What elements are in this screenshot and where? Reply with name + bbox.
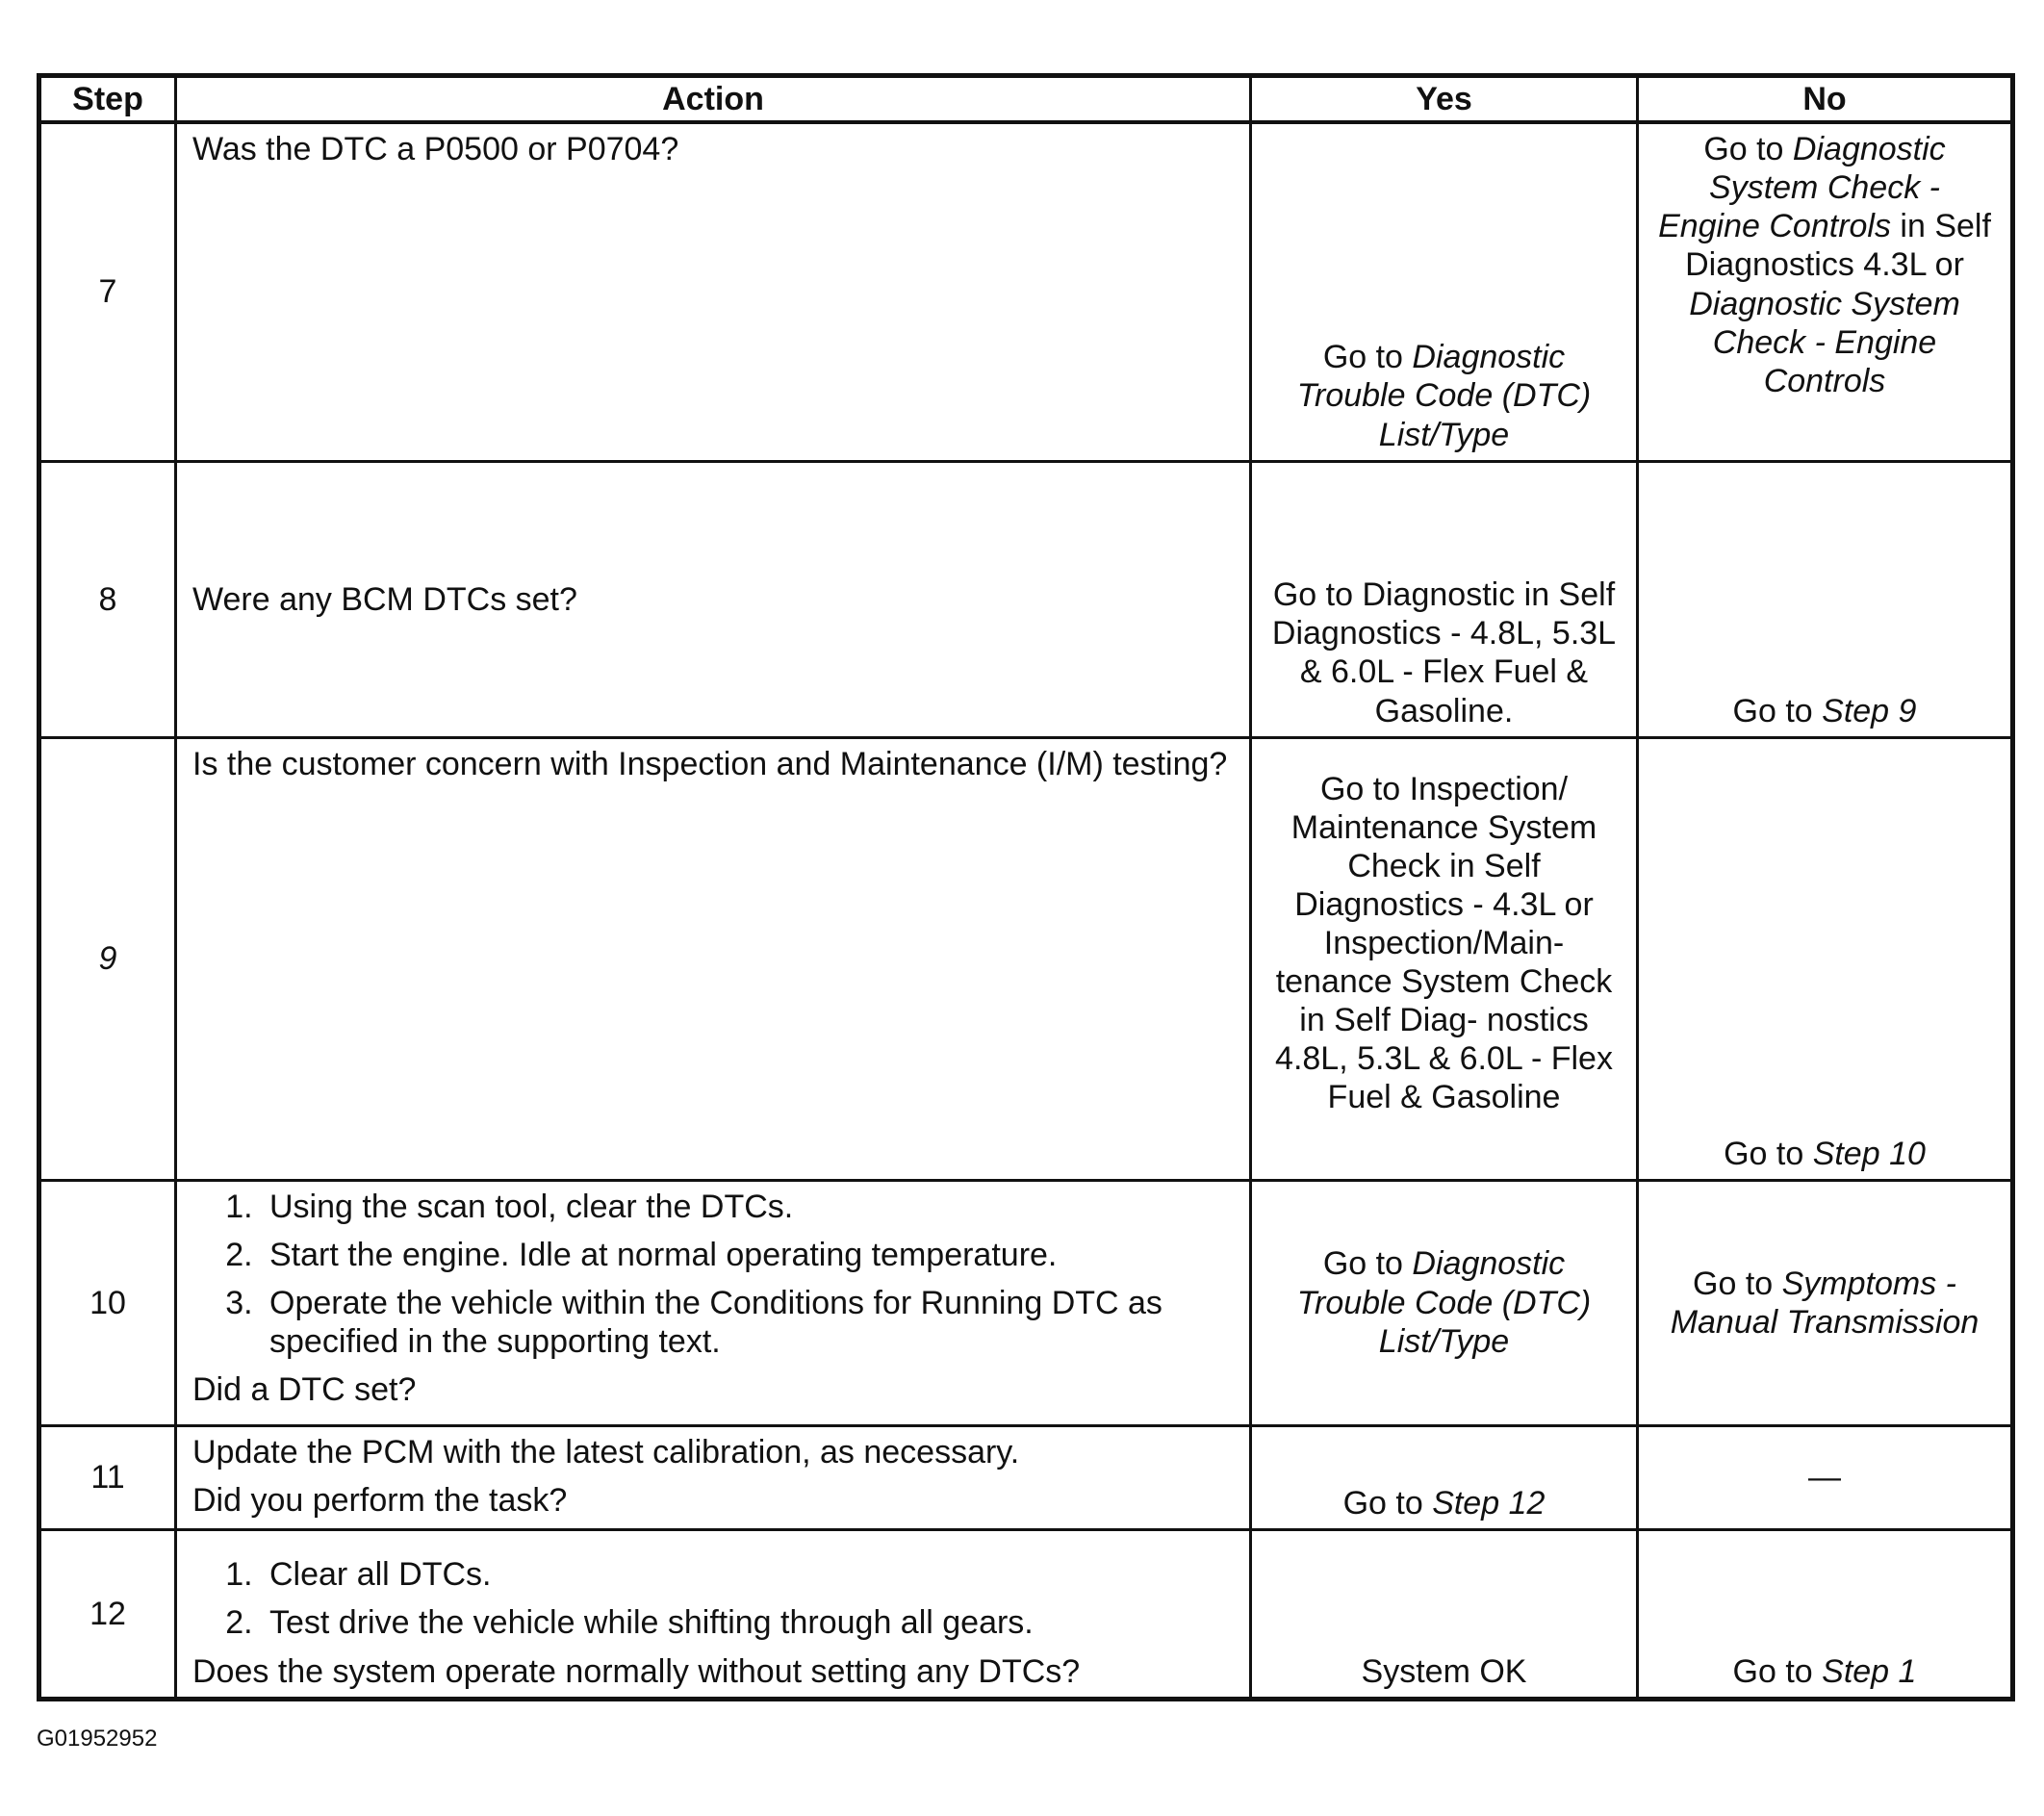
reference-link-text: Step 10: [1812, 1135, 1926, 1172]
cell-text: Go to Diagnostic in Self Diagnostics - 4.8L, 5.3L & 6.0L - Flex Fuel & Gasoline.: [1271, 576, 1617, 729]
cell-text: Go to: [1322, 1245, 1413, 1283]
table-row: [39, 122, 2013, 461]
table-row: [39, 737, 2013, 1180]
cell-text: Go to: [1724, 1135, 1813, 1172]
yes-cell: [1251, 461, 1638, 737]
cell-text: Go to: [1732, 1652, 1823, 1690]
yes-cell: [1251, 1425, 1638, 1529]
reference-link-text: Diagnostic Trouble Code (DTC) List/Type: [1296, 339, 1592, 453]
header-step: Step: [39, 76, 176, 123]
action-cell: Was the DTC a P0500 or P0704?: [176, 122, 1251, 461]
step-number: 10: [39, 1180, 176, 1425]
action-cell: [176, 1425, 1251, 1529]
step-number: 8: [39, 461, 176, 737]
cell-text: System OK: [1361, 1652, 1527, 1690]
no-cell: [1638, 122, 2013, 461]
no-cell: [1638, 1529, 2013, 1699]
no-cell: [1638, 737, 2013, 1180]
action-cell: [176, 1180, 1251, 1425]
cell-text: Go to: [1693, 1265, 1782, 1302]
cell-text: Go to: [1322, 339, 1413, 376]
reference-link-text: Symptoms - Manual Transmission: [1670, 1265, 1980, 1341]
cell-text: in Self Diagnostics 4.3L or: [1685, 208, 1991, 284]
yes-cell: [1251, 122, 1638, 461]
figure-reference-code: G01952952: [37, 1726, 158, 1752]
action-list: [192, 1188, 1234, 1361]
step-number: 9: [39, 737, 176, 1180]
cell-text: Go to: [1732, 692, 1823, 729]
action-cell: [176, 1529, 1251, 1699]
list-item: 3. Operate the vehicle within the Conditions for Running DTC as specified in the supporting text.: [262, 1284, 1234, 1361]
action-list: [192, 1555, 1234, 1642]
table-row: [39, 461, 2013, 737]
yes-cell: [1251, 1180, 1638, 1425]
step-number: 7: [39, 122, 176, 461]
reference-link-text: Step 1: [1822, 1652, 1917, 1690]
list-item: 2. Test drive the vehicle while shifting through all gears.: [262, 1603, 1234, 1642]
list-item: 2. Start the engine. Idle at normal operating temperature.: [262, 1236, 1234, 1274]
header-yes: Yes: [1251, 76, 1638, 123]
diagnostic-table: [37, 73, 2015, 1701]
table-row: [39, 1425, 2013, 1529]
reference-link-text: Diagnostic System Check - Engine Controls: [1658, 131, 1946, 245]
no-cell: [1638, 461, 2013, 737]
cell-text: Go to: [1342, 1484, 1433, 1522]
cell-text: Go to: [1703, 131, 1793, 168]
action-cell: Were any BCM DTCs set?: [176, 461, 1251, 737]
yes-cell: [1251, 737, 1638, 1180]
step-number: 12: [39, 1529, 176, 1699]
action-question: Did you perform the task?: [192, 1481, 568, 1519]
reference-link-text: Step 9: [1822, 692, 1917, 729]
list-item: 1. Clear all DTCs.: [262, 1555, 1234, 1594]
action-cell: Is the customer concern with Inspection and Maintenance (I/M) testing?: [176, 737, 1251, 1180]
action-question: Did a DTC set?: [192, 1371, 417, 1409]
cell-text: —: [1808, 1459, 1841, 1496]
action-question: Does the system operate normally without setting any DTCs?: [192, 1652, 1081, 1690]
reference-link-text: Diagnostic Trouble Code (DTC) List/Type: [1296, 1245, 1592, 1360]
reference-link-text: Diagnostic System Check - Engine Controls: [1689, 285, 1960, 399]
reference-link-text: Step 12: [1432, 1484, 1546, 1522]
yes-cell: [1251, 1529, 1638, 1699]
no-cell: [1638, 1180, 2013, 1425]
list-item: 1. Using the scan tool, clear the DTCs.: [262, 1188, 1234, 1226]
no-cell: [1638, 1425, 2013, 1529]
table-row: [39, 1180, 2013, 1425]
table-row: [39, 1529, 2013, 1699]
action-line: Update the PCM with the latest calibration, as necessary.: [192, 1433, 1020, 1471]
header-action: Action: [176, 76, 1251, 123]
header-no: No: [1638, 76, 2013, 123]
step-number: 11: [39, 1425, 176, 1529]
cell-text: Go to Inspection/ Maintenance System Check in Self Diagnostics - 4.3L or Inspection/Main- tenance System Check in Self Diag- nostics 4.8L, 5.3L & 6.0L - Flex Fuel & Gasoline: [1275, 770, 1613, 1116]
header-row: [39, 76, 2013, 123]
